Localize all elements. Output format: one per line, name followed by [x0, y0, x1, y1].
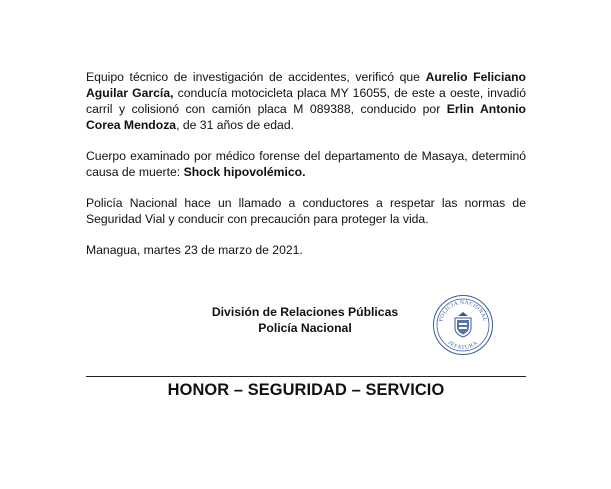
- footer-divider: [86, 376, 526, 377]
- paragraph-appeal: Policía Nacional hace un llamado a conductores a respetar las normas de Seguridad Vial y conducir con precaución para proteger la vida.: [86, 196, 526, 226]
- footer-motto: HONOR – SEGURIDAD – SERVICIO: [167, 381, 445, 399]
- signature-institution: Policía Nacional: [258, 321, 352, 335]
- bold-name: Aurelio Feliciano Aguilar García,: [86, 70, 526, 100]
- paragraph-investigation: Equipo técnico de investigación de accidentes, verificó que Aurelio Feliciano Aguilar García, conducía motocicleta placa MY 16055, de este a oeste, invadió carril y colisionó con camión placa M 089388, conducido por Erlin Antonio Corea Mendoza, de 31 años de edad.: [86, 70, 526, 132]
- police-seal-icon: [432, 294, 494, 356]
- signature-block: [170, 304, 440, 336]
- date-line: Managua, martes 23 de marzo de 2021.: [86, 243, 303, 257]
- svg-text:JEFATURA: [447, 340, 480, 351]
- seal-bottom-text: JEFATURA: [446, 339, 480, 352]
- bold-name: Erlin Antonio Corea Mendoza: [86, 102, 526, 132]
- signature-department: División de Relaciones Públicas: [211, 305, 399, 319]
- bold-name: Shock hipovolémico.: [183, 165, 306, 179]
- paragraph-cause-of-death: Cuerpo examinado por médico forense del departamento de Masaya, determinó causa de muerte: Shock hipovolémico.: [86, 149, 526, 179]
- seal-top-text: POLICIA NACIONAL: [438, 299, 488, 323]
- press-release-body: [86, 69, 526, 273]
